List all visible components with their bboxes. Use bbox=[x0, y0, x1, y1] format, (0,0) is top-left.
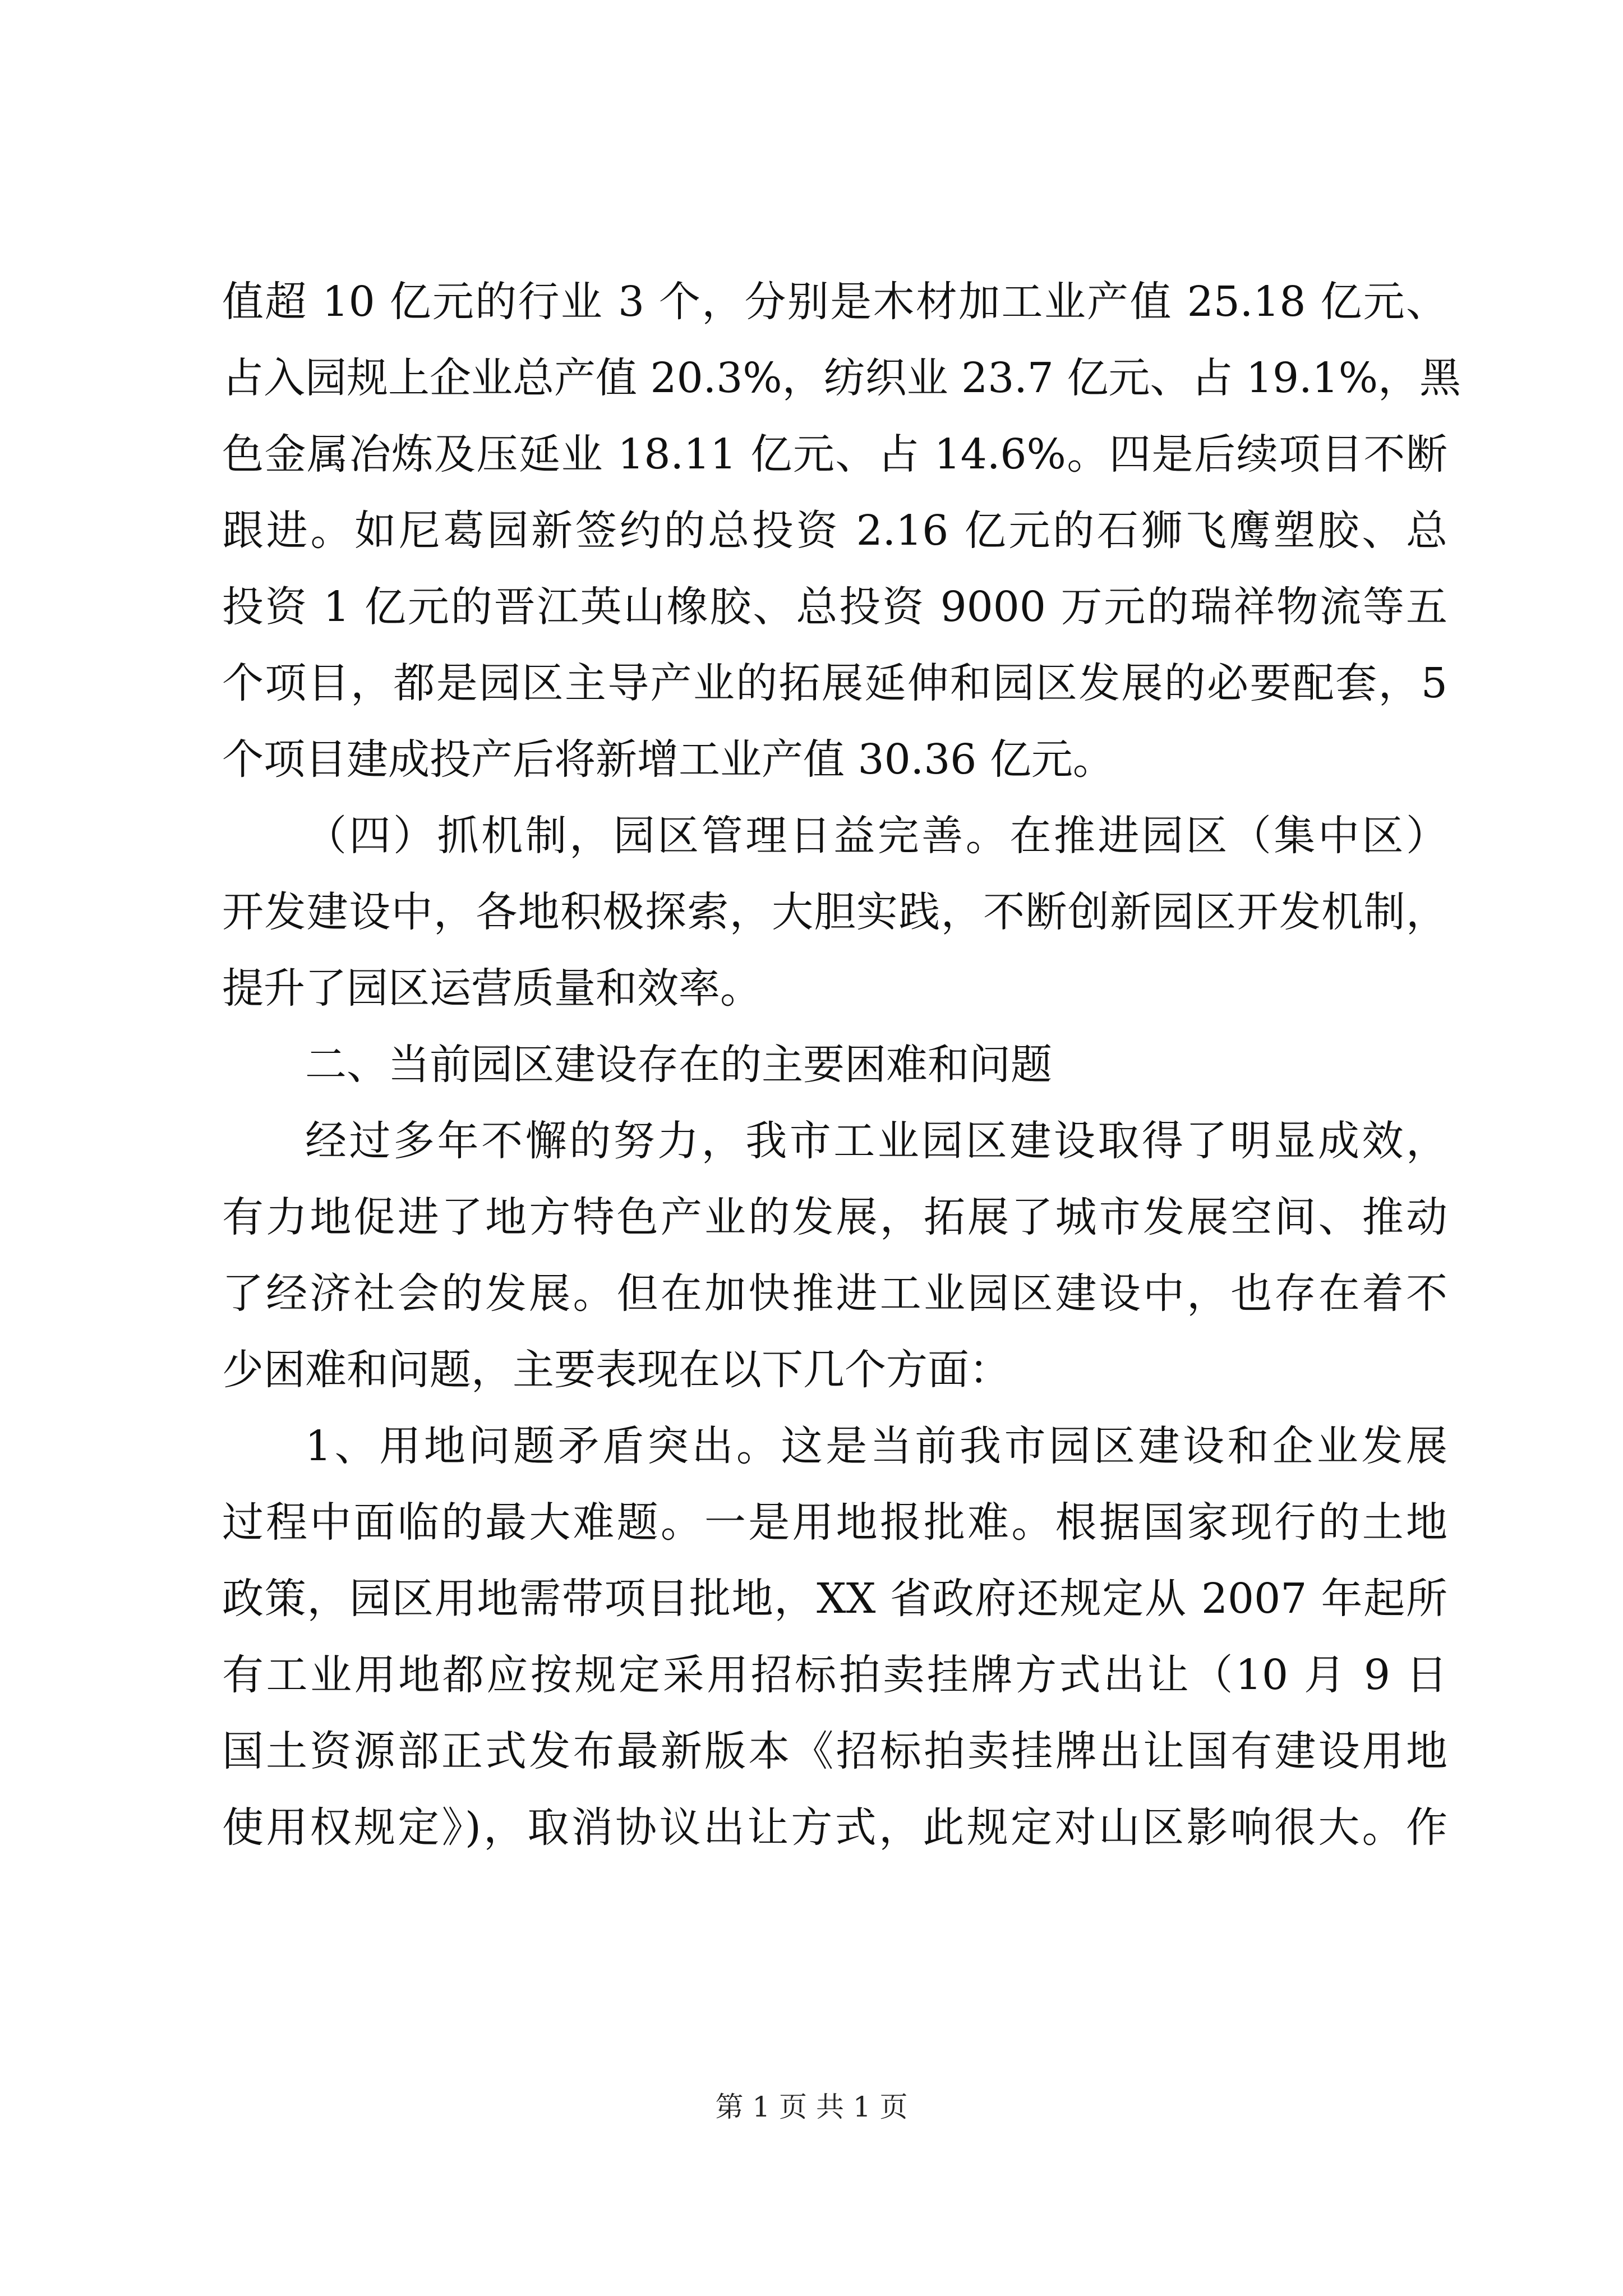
page-number: 第 1 页 共 1 页 bbox=[715, 2091, 908, 2123]
text-line: 投资 1 亿元的晋江英山橡胶、总投资 9000 万元的瑞祥物流等五 bbox=[222, 583, 1447, 631]
text-line: 占入园规上企业总产值 20.3%，纺织业 23.7 亿元、占 19.1%，黑 bbox=[222, 354, 1461, 402]
document-body bbox=[222, 264, 1461, 1866]
text-line: 过程中面临的最大难题。一是用地报批难。根据国家现行的土地 bbox=[222, 1498, 1447, 1547]
text-line: 跟进。如尼葛园新签约的总投资 2.16 亿元的石狮飞鹰塑胶、总 bbox=[222, 507, 1447, 555]
paragraph-start-line: 经过多年不懈的努力，我市工业园区建设取得了明显成效， bbox=[305, 1117, 1447, 1165]
text-line: 使用权规定》)，取消协议出让方式，此规定对山区影响很大。作 bbox=[222, 1803, 1447, 1852]
text-line: 有力地促进了地方特色产业的发展，拓展了城市发展空间、推动 bbox=[222, 1193, 1447, 1241]
text-line: 个项目建成投产后将新增工业产值 30.36 亿元。 bbox=[222, 735, 1114, 784]
text-line: 提升了园区运营质量和效率。 bbox=[222, 964, 762, 1013]
paragraph-start-line: （四）抓机制，园区管理日益完善。在推进园区（集中区） bbox=[305, 812, 1447, 860]
text-line: 个项目，都是园区主导产业的拓展延伸和园区发展的必要配套，5 bbox=[222, 659, 1447, 707]
page-footer bbox=[0, 2085, 1623, 2129]
text-line: 政策，园区用地需带项目批地，XX 省政府还规定从 2007 年起所 bbox=[222, 1575, 1447, 1623]
section-heading: 二、当前园区建设存在的主要困难和问题 bbox=[305, 1041, 1052, 1089]
text-line: 国土资源部正式发布最新版本《招标拍卖挂牌出让国有建设用地 bbox=[222, 1727, 1447, 1775]
text-line: 少困难和问题，主要表现在以下几个方面： bbox=[222, 1346, 1011, 1394]
text-line: 色金属冶炼及压延业 18.11 亿元、占 14.6%。四是后续项目不断 bbox=[222, 430, 1447, 478]
paragraph-start-line: 1、用地问题矛盾突出。这是当前我市园区建设和企业发展 bbox=[305, 1422, 1447, 1470]
text-line: 开发建设中，各地积极探索，大胆实践，不断创新园区开发机制， bbox=[222, 888, 1447, 936]
text-line: 了经济社会的发展。但在加快推进工业园区建设中，也存在着不 bbox=[222, 1269, 1447, 1318]
text-line: 有工业用地都应按规定采用招标拍卖挂牌方式出让（10 月 9 日 bbox=[222, 1651, 1447, 1699]
text-line: 值超 10 亿元的行业 3 个，分别是木材加工业产值 25.18 亿元、 bbox=[222, 278, 1447, 326]
